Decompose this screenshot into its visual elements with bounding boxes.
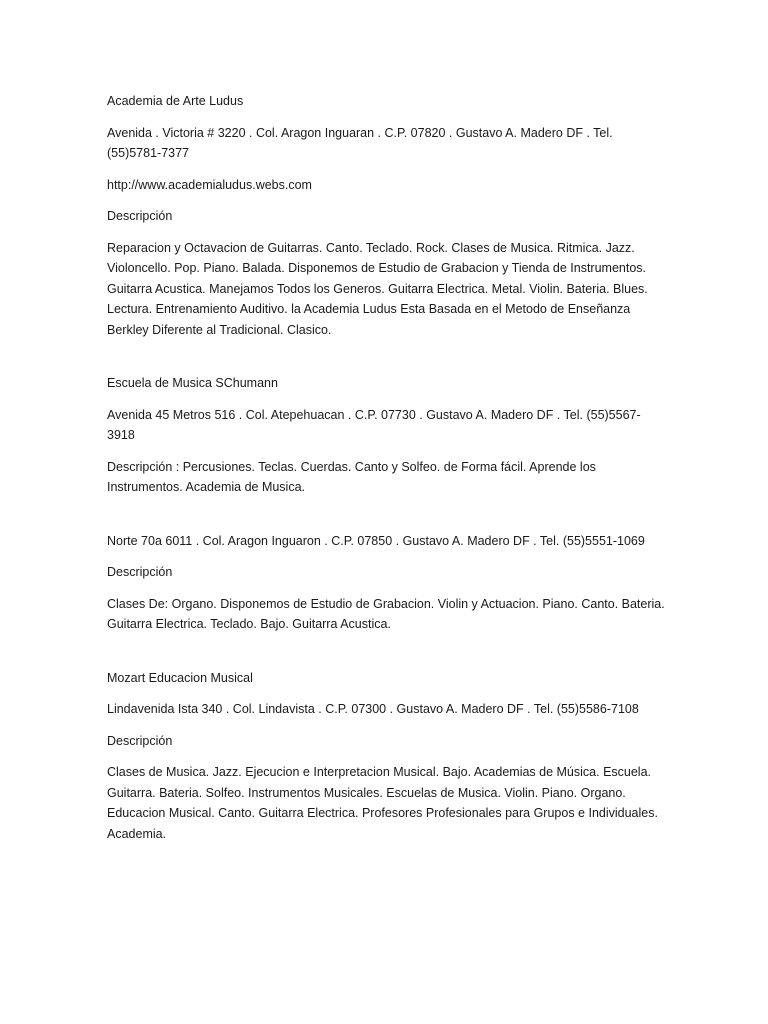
section-gap <box>107 509 667 531</box>
section-gap <box>107 351 667 373</box>
entry-3-description-heading: Descripción <box>107 565 173 579</box>
entry-1-description: Reparacion y Octavacion de Guitarras. Canto. Teclado. Rock. Clases de Musica. Ritmica. Jazz. Violoncello. Pop. Piano. Balada. Disponemos de Estudio de Grabacion y Tienda de Instrumentos. Guitarra Acustica. Manejamos Todos los Generos. Guitarra Electrica. Metal. Violin. Bateria. Blues. Lectura. Entrenamiento Auditivo. la Academia Ludus Esta Basada en el Metodo de Enseñanza Berkley Diferente al Tradicional. Clasico. <box>107 240 648 337</box>
entry-2-name: Escuela de Musica SChumann <box>107 376 278 390</box>
entry-2-description: Descripción : Percusiones. Teclas. Cuerdas. Canto y Solfeo. de Forma fácil. Aprende los Instrumentos. Academia de Musica. <box>107 459 596 494</box>
section-gap <box>107 646 667 668</box>
entry-4-name: Mozart Educacion Musical <box>107 670 253 685</box>
entry-1-url[interactable]: http://www.academialudus.webs.com <box>107 177 312 192</box>
entry-4-description: Clases de Musica. Jazz. Ejecucion e Interpretacion Musical. Bajo. Academias de Música. Escuela. Guitarra. Bateria. Solfeo. Instrumentos Musicales. Escuelas de Musica. Violin. Piano. Organo. Educacion Musical. Canto. Guitarra Electrica. Profesores Profesionales para Grupos e Individuales. Academia. <box>107 765 658 841</box>
entry-4-description-heading: Descripción <box>107 733 173 748</box>
entry-4-address: Lindavenida Ista 340 . Col. Lindavista . C.P. 07300 . Gustavo A. Madero DF . Tel. (55)5586-7108 <box>107 702 639 716</box>
entry-1-description-heading: Descripción <box>107 209 173 223</box>
entry-3-address: Norte 70a 6011 . Col. Aragon Inguaron . C.P. 07850 . Gustavo A. Madero DF . Tel. (55)5551-1069 <box>107 533 645 548</box>
entry-2-address: Avenida 45 Metros 516 . Col. Atepehuacan . C.P. 07730 . Gustavo A. Madero DF . Tel. (55)5567-3918 <box>107 407 641 442</box>
entry-1-address: Avenida . Victoria # 3220 . Col. Aragon Inguaran . C.P. 07820 . Gustavo A. Madero DF . Tel. (55)5781-7377 <box>107 125 613 160</box>
document-page <box>107 91 667 855</box>
entry-3-description: Clases De: Organo. Disponemos de Estudio de Grabacion. Violin y Actuacion. Piano. Canto. Bateria. Guitarra Electrica. Teclado. Bajo. Guitarra Acustica. <box>107 596 665 631</box>
entry-1-name: Academia de Arte Ludus <box>107 94 244 108</box>
